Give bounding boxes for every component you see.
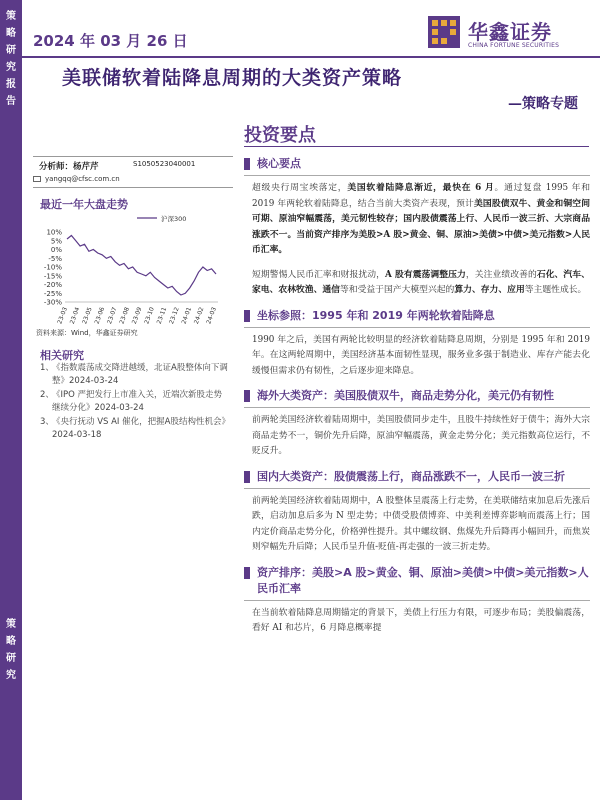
chart-source: 资料来源：Wind，华鑫证券研究	[36, 329, 138, 337]
text-run: 等和受益于国产大模型兴起的	[339, 285, 455, 295]
text-run: 等主题性成长。	[524, 285, 587, 295]
related-item-text: 《IPO 严把发行上市准入关，近端次新股走势继续分化》2024-03-24	[52, 390, 223, 413]
sidebar-char: 研	[6, 653, 16, 664]
related-item[interactable]	[40, 362, 230, 388]
s4-heading-block	[244, 565, 590, 597]
analyst-name: 分析师：杨芹芹	[39, 162, 99, 172]
sidebar-char: 策	[6, 11, 16, 22]
company-logo	[428, 16, 588, 56]
y-tick-label: 10%	[46, 228, 62, 237]
y-tick-label: -20%	[43, 281, 62, 289]
s1-heading: 坐标参照：1995 年和 2019 年两轮软着陆降息	[257, 308, 495, 322]
text-run: 。通过复盘 1995 年和 2019 年两轮软着陆降息，结合当前大类资产表现，预计	[252, 183, 590, 209]
s3-heading: 国内大类资产：股债震荡上行，商品涨跌不一，人民币一波三折	[257, 469, 565, 483]
sidebar-char: 略	[6, 636, 16, 647]
y-tick-label: -5%	[48, 254, 62, 263]
s4-paragraph: 在当前软着陆降息周期锚定的背景下，美债上行压力有限，可逐步布局；美股偏震荡，看好 AI 和芯片，6 月降息概率提	[252, 607, 590, 633]
logo-mark-icon	[428, 16, 460, 48]
sidebar-char: 究	[6, 670, 16, 681]
core-paragraph-2	[244, 268, 590, 299]
core-paragraph-1	[244, 181, 590, 259]
bold-text-run: A 股有震荡调整压力	[385, 269, 466, 280]
x-tick-label: 23-11	[155, 306, 169, 326]
x-tick-label: 23-09	[130, 306, 144, 326]
related-item[interactable]	[40, 416, 230, 442]
s1-paragraph: 1990 年之后，美国有两轮比较明显的经济软着陆降息周期，分别是 1995 年和 2019 年。在这两轮周期中，美国经济基本面韧性显现，服务业多强于制造业、库存产能去化缓慢但需求仍有韧性，之后逐步迎来降息。	[252, 334, 590, 376]
x-tick-label: 24-01	[180, 306, 194, 326]
y-tick-label: -15%	[43, 272, 62, 281]
heading-rule	[244, 175, 590, 176]
x-tick-label: 23-12	[168, 306, 181, 326]
related-heading: 相关研究	[40, 349, 84, 362]
core-heading-block	[244, 156, 590, 172]
s2-heading-block	[244, 388, 590, 404]
y-tick-label: 5%	[50, 237, 62, 246]
page-title: 美联储软着陆降息周期的大类资产策略	[62, 67, 403, 89]
heading-rule	[244, 600, 590, 601]
page-subtitle: —策略专题	[508, 96, 578, 112]
analyst-id: S1050523040001	[133, 160, 196, 168]
analyst-email[interactable]: yangqq@cfsc.com.cn	[45, 175, 120, 183]
main-content	[244, 152, 590, 646]
sidebar-top-label	[0, 8, 22, 110]
core-heading: 核心要点	[257, 157, 301, 170]
legend-label: 沪深300	[161, 215, 187, 223]
s2-paragraph: 前两轮美国经济软着陆周期中，美国股债同步走牛，且股牛持续性好于债牛；海外大宗商品走势不一，铜价先升后降，原油窄幅震荡，黄金走势分化；美元指数高位运行，不贬反升。	[252, 415, 590, 456]
heading-rule	[244, 407, 590, 408]
x-tick-label: 23-06	[93, 306, 107, 326]
bold-text-run: 石化、汽车、家电、农林牧渔、通信	[252, 269, 590, 295]
heading-marker	[244, 567, 250, 579]
s3-paragraph: 前两轮美国经济软着陆周期中，A 股整体呈震荡上行走势，在美联储结束加息后先涨后跌，启动加息后多为 N 型走势；中债受股债博弈、中美利差博弈影响而震荡上行；国内定价商品走势分化，价格弹性提升。其中螺纹钢、焦煤先升后降再小幅回升，而焦炭则窄幅先升后降；人民币呈升值-贬值-再走强的一波三折走势。	[252, 495, 590, 552]
chart-svg	[33, 210, 233, 332]
x-tick-label: 24-02	[192, 306, 206, 326]
x-tick-label: 24-03	[205, 306, 218, 326]
s4-heading: 资产排序：美股>A 股>黄金、铜、原油>美债>中债>美元指数>人民币汇率	[257, 565, 589, 595]
related-list	[40, 362, 230, 443]
heading-marker	[244, 471, 250, 483]
heading-marker	[244, 390, 250, 402]
series-line-hs300	[67, 236, 216, 296]
logo-english-text: CHINA FORTUNE SECURITIES	[468, 42, 560, 49]
y-tick-label: 0%	[50, 246, 62, 254]
x-tick-label: 23-05	[81, 306, 94, 326]
section-divider	[244, 146, 589, 147]
text-run: 超级央行周宝埃落定，	[252, 183, 348, 193]
x-tick-label: 23-04	[68, 306, 82, 326]
related-item-text: 《央行抚动 VS AI 催化，把握A股结构性机会》2024-03-18	[52, 417, 230, 440]
heading-rule	[244, 327, 590, 328]
related-item-number: 1、	[40, 363, 54, 373]
section-title: 投资要点	[244, 125, 316, 146]
chart-heading: 最近一年大盘走势	[40, 198, 128, 211]
analyst-box	[33, 156, 233, 188]
text-run: ，关注业绩改善的	[465, 269, 537, 280]
x-tick-label: 23-07	[106, 306, 119, 326]
report-date: 2024 年 03 月 26 日	[33, 32, 188, 50]
text-run: 短期警惕人民币汇率和财报扰动，	[252, 269, 385, 280]
x-tick-label: 23-08	[118, 306, 131, 326]
bold-text-run: 算力、存力、应用	[454, 285, 525, 295]
related-item[interactable]	[40, 389, 230, 415]
sidebar-char: 究	[6, 62, 16, 73]
x-tick-label: 23-10	[143, 306, 156, 326]
sidebar-bottom-label	[0, 616, 22, 684]
sidebar-char: 略	[6, 28, 16, 39]
y-tick-label: -10%	[43, 263, 62, 272]
sidebar-char: 研	[6, 45, 16, 56]
sidebar-char: 告	[6, 96, 16, 107]
market-chart	[33, 210, 233, 332]
bold-text-run: 美国软着陆降息渐近，最快在 6 月	[347, 183, 495, 193]
s3-heading-block	[244, 469, 590, 485]
s1-heading-block	[244, 308, 590, 324]
heading-marker	[244, 158, 250, 170]
heading-rule	[244, 488, 590, 489]
related-item-number: 2、	[40, 390, 54, 400]
sidebar-char: 策	[6, 619, 16, 630]
header-divider	[22, 56, 600, 58]
x-tick-label: 23-03	[56, 306, 69, 326]
heading-marker	[244, 310, 250, 322]
s2-heading: 海外大类资产：美国股债双牛，商品走势分化，美元仍有韧性	[257, 389, 554, 402]
mail-icon	[33, 176, 41, 182]
related-item-number: 3、	[40, 417, 54, 427]
y-tick-label: -25%	[43, 289, 62, 298]
related-item-text: 《指数震荡成交降进越缓，北证A股整体向下调整》2024-03-24	[52, 363, 228, 386]
y-tick-label: -30%	[43, 298, 62, 307]
logo-text: 华鑫证券	[468, 20, 552, 44]
sidebar-char: 报	[6, 79, 16, 90]
bold-text-run: 美国股债双牛、黄金和铜空间可期、原油窄幅震荡，美元韧性较存；国内股债震荡上行、人民币一波三折、大宗商品涨跌不一。当前资产排序为美股>A 股>黄金、铜、原油>美债>中债>美元指数>人民币汇率。	[252, 198, 590, 255]
